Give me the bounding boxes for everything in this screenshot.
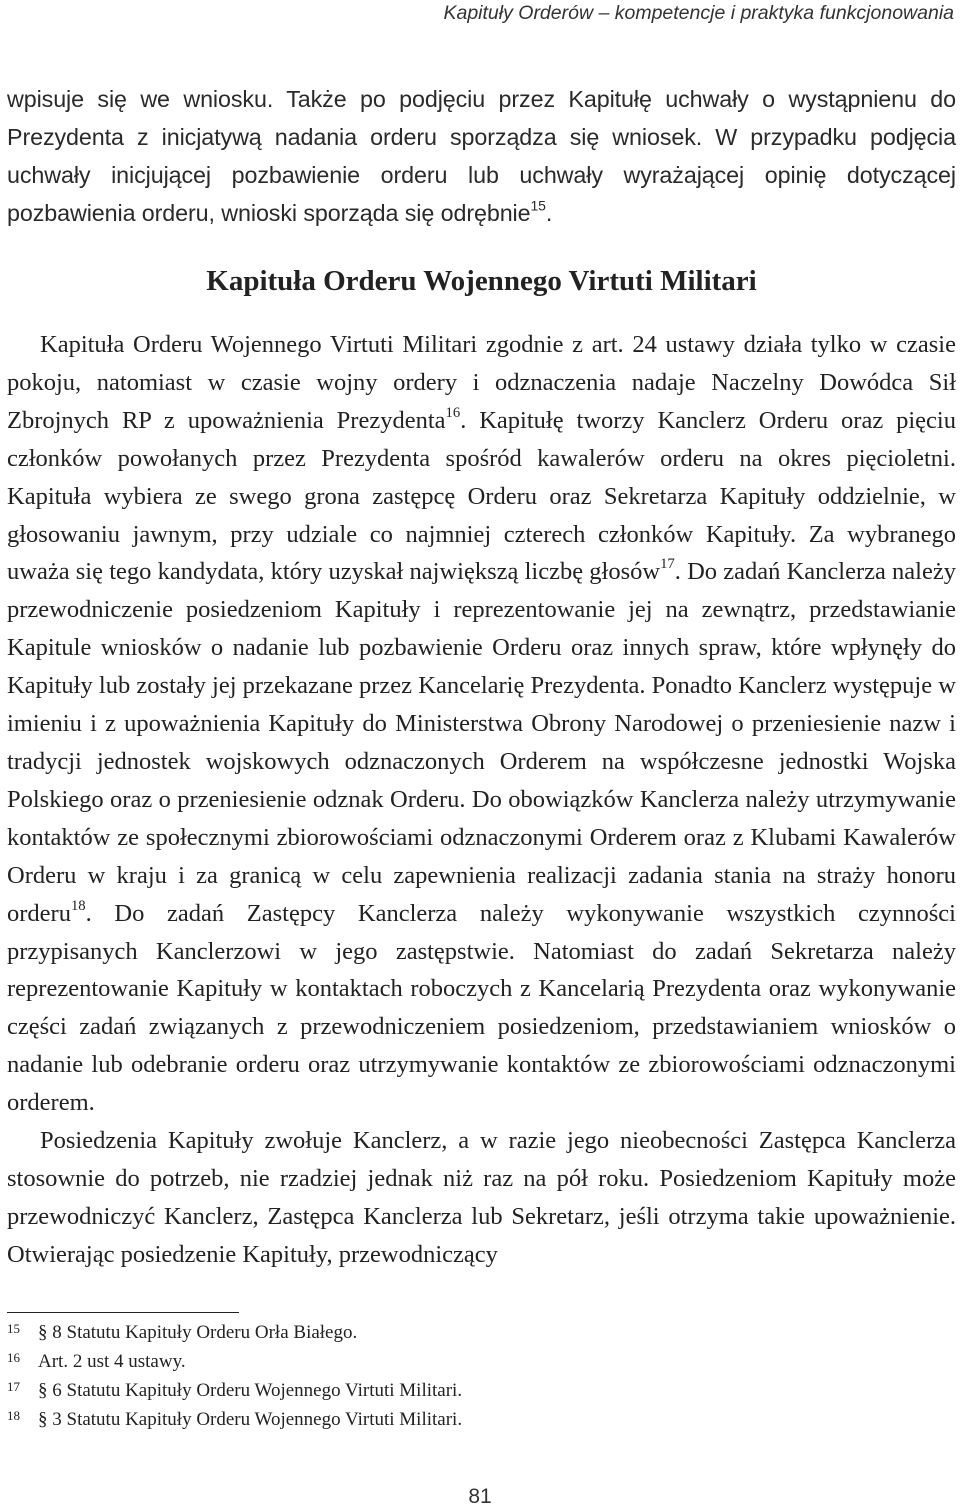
footnote-item	[7, 1409, 707, 1438]
footnote-ref-18[interactable]: 18	[70, 897, 86, 914]
footnote-text: § 3 Statutu Kapituły Orderu Wojennego Virtuti Militari.	[38, 1409, 463, 1430]
intro-paragraph	[7, 81, 956, 233]
paragraph1-text-3: . Do zadań Kanclerza należy przewodniczenie posiedzeniom Kapituły i reprezentowanie jej na zewnątrz, przedstawianie Kapitule wniosków o nadanie lub pozbawienie Orderu oraz innych spraw, które wpłynęły do Kapituły lub zostały jej przekazane przez Kancelarię Prezydenta. Ponadto Kanclerz występuje w imieniu i z upoważnienia Kapituły do Ministerstwa Obrony Narodowej o przeniesienie nazw i tradycji jednostek wojskowych odznaczonych Orderem na współczesne jednostki Wojska Polskiego oraz o przeniesienie odznak Orderu. Do obowiązków Kanclerza należy utrzymywanie kontaktów ze społecznymi zbiorowościami odznaczonymi Orderem oraz z Klubami Kawalerów Orderu w kraju i za granicą w celu zapewnienia realizacji zadania stania na straży honoru orderu	[7, 558, 956, 927]
intro-text: wpisuje się we wniosku. Także po podjęciu przez Kapitułę uchwały o wystąpnienu do Prezydenta z inicjatywą nadania orderu sporządza się wniosek. W przypadku podjęcia uchwały inicjującej pozbawienie orderu lub uchwały wyrażającej opinię dotyczącej pozbawienia orderu, wnioski sporząda się odrębnie	[7, 86, 956, 226]
running-head: Kapituły Orderów – kompetencje i praktyka funkcjonowania	[443, 2, 954, 24]
body-paragraph-1	[7, 326, 956, 1122]
footnote-item	[7, 1322, 707, 1351]
footnote-text: § 6 Statutu Kapituły Orderu Wojennego Virtuti Militari.	[38, 1380, 463, 1401]
footnote-item	[7, 1380, 707, 1409]
footnote-divider	[7, 1312, 239, 1313]
footnote-number: 18	[7, 1408, 20, 1423]
footnote-text: § 8 Statutu Kapituły Orderu Orła Białego.	[38, 1322, 358, 1343]
footnote-number: 15	[7, 1321, 20, 1336]
footnote-number: 17	[7, 1379, 20, 1394]
section-body	[7, 326, 956, 1274]
footnote-item	[7, 1351, 707, 1380]
footnote-text: Art. 2 ust 4 ustawy.	[38, 1351, 186, 1372]
footnote-ref-17[interactable]: 17	[660, 556, 675, 573]
footnotes-list	[7, 1322, 707, 1438]
paragraph1-text-2: . Kapitułę tworzy Kanclerz Orderu oraz pięciu członków powołanych przez Prezydenta spośród kawalerów orderu na okres pięcioletni. Kapituła wybiera ze swego grona zastępcę Orderu oraz Sekretarza Kapituły oddzielnie, w głosowaniu jawnym, przy udziale co najmniej czterech członków Kapituły. Za wybranego uważa się tego kandydata, który uzyskał największą liczbę głosów	[7, 406, 956, 586]
footnote-ref-16[interactable]: 16	[445, 404, 461, 421]
intro-tail: .	[545, 199, 553, 226]
footnote-number: 16	[7, 1350, 20, 1365]
page-number: 81	[468, 1485, 492, 1508]
footnote-ref-15[interactable]: 15	[530, 197, 546, 214]
body-paragraph-2: Posiedzenia Kapituły zwołuje Kanclerz, a w razie jego nieobecności Zastępca Kanclerza stosownie do potrzeb, nie rzadziej jednak niż raz na pół roku. Posiedzeniom Kapituły może przewodniczyć Kanclerz, Zastępca Kanclerza lub Sekretarz, jeśli otrzyma takie upoważnienie. Otwierając posiedzenie Kapituły, przewodniczący	[7, 1127, 956, 1268]
paragraph1-text-1: Kapituła Orderu Wojennego Virtuti Militari zgodnie z art. 24 ustawy działa tylko w czasie pokoju, natomiast w czasie wojny ordery i odznaczenia nadaje Naczelny Dowódca Sił Zbrojnych RP z upoważnienia Prezydenta	[7, 331, 956, 434]
page-content	[7, 81, 956, 1268]
paragraph1-text-4: . Do zadań Zastępcy Kanclerza należy wykonywanie wszystkich czynności przypisanych Kanclerzowi w jego zastępstwie. Natomiast do zadań Sekretarza należy reprezentowanie Kapituły w kontaktach roboczych z Kancelarią Prezydenta oraz wykonywanie części zadań związanych z przewodniczeniem posiedzeniom, przedstawianiem wniosków o nadanie lub odebranie orderu oraz utrzymywanie kontaktów ze zbiorowościami odznaczonymi orderem.	[7, 899, 956, 1117]
section-heading: Kapituła Orderu Wojennego Virtuti Militari	[206, 265, 757, 297]
